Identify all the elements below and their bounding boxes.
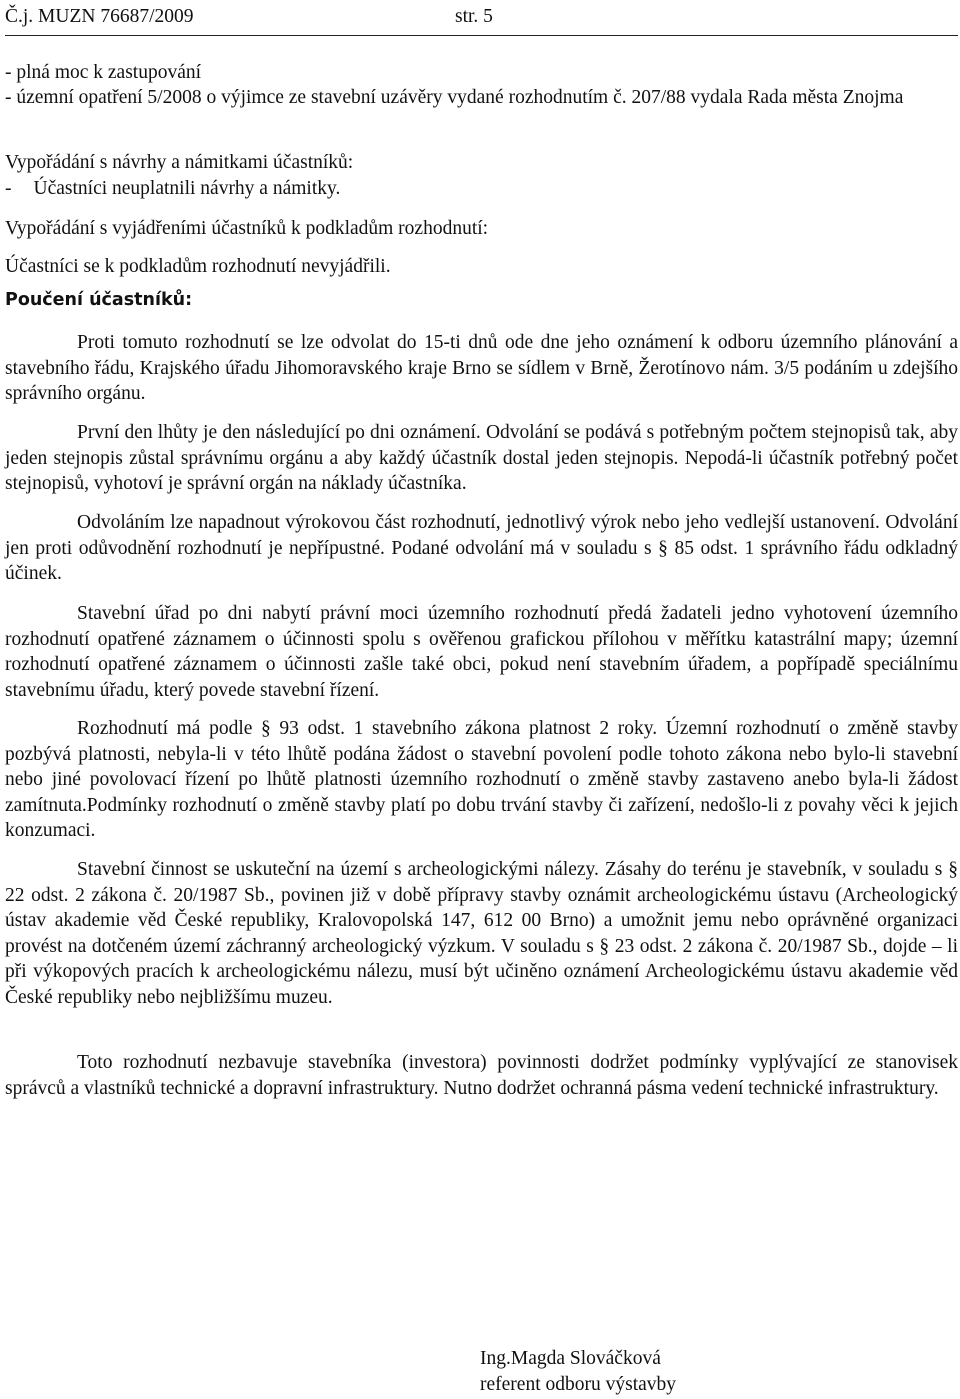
signature-name: Ing.Magda Slováčková bbox=[480, 1348, 661, 1369]
signature-block bbox=[480, 1346, 780, 1397]
instruction-heading: Poučení účastníků: bbox=[5, 290, 193, 310]
paragraph-appeal-scope: Odvoláním lze napadnout výrokovou část rozhodnutí, jednotlivý výrok nebo jeho vedlejší ustanovení. Odvolání jen proti odůvodnění rozhodnutí je nepřípustné. Podané odvolání má v souladu s § 85 odst. 1 správního řádu odkladný účinek. bbox=[5, 512, 958, 585]
page-number: str. 5 bbox=[455, 6, 493, 27]
paragraph-appeal: Proti tomuto rozhodnutí se lze odvolat do 15-ti dnů ode dne jeho oznámení k odboru územního plánování a stavebního řádu, Krajského úřadu Jihomoravského kraje Brno se sídlem v Brně, Žerotínovo nám. 3/5 podáním u zdejšího správního orgánu. bbox=[5, 332, 958, 405]
dash-marker: - bbox=[5, 178, 12, 199]
proposals-heading: Vypořádání s návrhy a námitkami účastníků: bbox=[5, 152, 354, 173]
list-item-territorial-measure: - územní opatření 5/2008 o výjimce ze stavební uzávěry vydané rozhodnutím č. 207/88 vydala Rada města Znojma bbox=[5, 87, 904, 108]
paragraph-delivery: Stavební úřad po dni nabytí právní moci územního rozhodnutí předá žadateli jedno vyhotovení územního rozhodnutí opatřené záznamem o účinnosti spolu s ověřenou grafickou přílohou v měřítku katastrální mapy; územní rozhodnutí opatřené záznamem o účinnosti zašle také obci, pokud není stavebním úřadem, a popřípadě speciálnímu stavebnímu úřadu, který povede stavební řízení. bbox=[5, 603, 958, 701]
header-rule bbox=[5, 35, 958, 36]
paragraph-validity: Rozhodnutí má podle § 93 odst. 1 stavebního zákona platnost 2 roky. Územní rozhodnutí o změně stavby pozbývá platnosti, nebyla-li v této lhůtě podána žádost o stavební povolení podle tohoto zákona nebo bylo-li stavební nebo jiné povolovací řízení po lhůtě platnosti územního rozhodnutí o změně stavby zastaveno anebo byla-li žádost zamítnuta.Podmínky rozhodnutí o změně stavby platí po dobu trvání stavby či zařízení, nedošlo-li z povahy věci k jejich konzumaci. bbox=[5, 718, 958, 842]
paragraph-infrastructure: Toto rozhodnutí nezbavuje stavebníka (investora) povinnosti dodržet podmínky vyplývající ze stanovisek správců a vlastníků technické a dopravní infrastruktury. Nutno dodržet ochranná pásma vedení technické infrastruktury. bbox=[5, 1052, 958, 1099]
statements-text: Účastníci se k podkladům rozhodnutí nevyjádřili. bbox=[5, 256, 391, 277]
page-header bbox=[5, 4, 958, 30]
statements-heading: Vypořádání s vyjádřeními účastníků k podkladům rozhodnutí: bbox=[5, 218, 489, 239]
paragraph-deadline: První den lhůty je den následující po dni oznámení. Odvolání se podává s potřebným počtem stejnopisů tak, aby jeden stejnopis zůstal správnímu orgánu a aby každý účastník dostal jeden stejnopis. Nepodá-li účastník potřebný počet stejnopisů, vyhotoví je správní orgán na náklady účastníka. bbox=[5, 422, 958, 495]
proposals-statement bbox=[5, 176, 958, 202]
signature-role: referent odboru výstavby bbox=[480, 1373, 677, 1395]
paragraph-archaeology: Stavební činnost se uskuteční na území s archeologickými nálezy. Zásahy do terénu je stavebník, v souladu s § 22 odst. 2 zákona č. 20/1987 Sb., povinen již v době přípravy stavby oznámit archeologickému ústavu (Archeologický ústav akademie věd České republiky, Kralovopolská 147, 612 00 Brno) a umožnit jemu nebo oprávněné organizaci provést na dotčeném území záchranný archeologický výzkum. V souladu s § 23 odst. 2 zákona č. 20/1987 Sb., dojde – li při výkopových pracích k archeologickému nálezu, musí být učiněno oznámení Archeologickému ústavu akademie věd České republiky nebo nejbližšímu muzeu. bbox=[5, 859, 958, 1008]
list-item-power-of-attorney: - plná moc k zastupování bbox=[5, 62, 202, 83]
proposals-text: Účastníci neuplatnili návrhy a námitky. bbox=[33, 178, 341, 199]
document-reference: Č.j. MUZN 76687/2009 bbox=[5, 6, 194, 27]
